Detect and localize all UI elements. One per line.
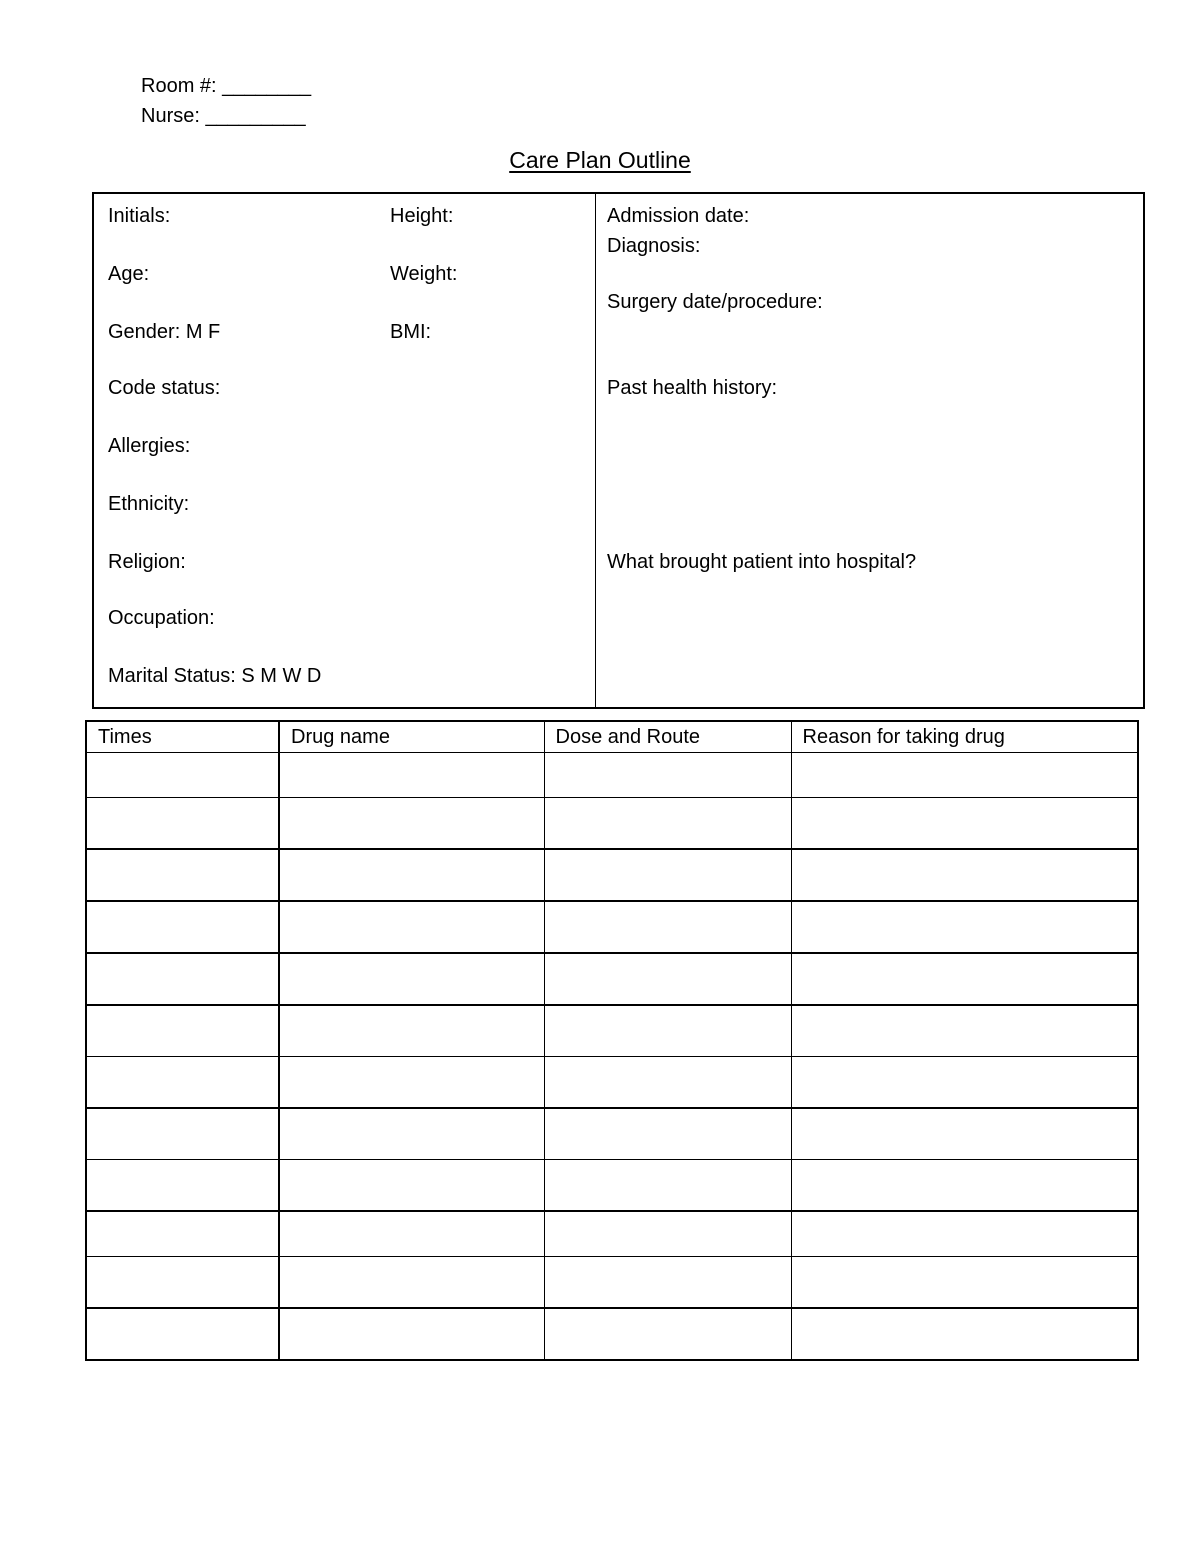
nurse-field[interactable]: Nurse: _________: [141, 105, 306, 127]
weight-field[interactable]: Weight:: [390, 263, 458, 285]
table-row: [86, 798, 1138, 850]
drug-table: [85, 720, 1139, 1361]
admission-date-field[interactable]: Admission date:: [607, 205, 750, 227]
drug-name-cell[interactable]: [279, 1211, 544, 1257]
table-row: [86, 1211, 1138, 1257]
drug-name-cell[interactable]: [279, 1308, 544, 1360]
table-header-row: [86, 721, 1138, 753]
reason-cell[interactable]: [791, 798, 1138, 850]
drug-name-cell[interactable]: [279, 1108, 544, 1160]
table-row: [86, 1005, 1138, 1057]
reason-cell[interactable]: [791, 1057, 1138, 1109]
surgery-field[interactable]: Surgery date/procedure:: [607, 291, 823, 313]
table-row: [86, 953, 1138, 1005]
drug-name-cell[interactable]: [279, 901, 544, 953]
bmi-field[interactable]: BMI:: [390, 321, 432, 343]
reason-cell[interactable]: [791, 1211, 1138, 1257]
page-title: Care Plan Outline: [509, 147, 691, 173]
reason-cell[interactable]: [791, 753, 1138, 798]
table-row: [86, 1057, 1138, 1109]
height-field[interactable]: Height:: [390, 205, 454, 227]
column-header-dose-route: Dose and Route: [544, 721, 791, 753]
times-cell[interactable]: [86, 1211, 279, 1257]
times-cell[interactable]: [86, 1257, 279, 1309]
reason-cell[interactable]: [791, 1308, 1138, 1360]
column-header-reason: Reason for taking drug: [791, 721, 1138, 753]
dose-route-cell[interactable]: [544, 1257, 791, 1309]
dose-route-cell[interactable]: [544, 753, 791, 798]
reason-cell[interactable]: [791, 849, 1138, 901]
religion-field[interactable]: Religion:: [108, 551, 186, 573]
room-number-field[interactable]: Room #: ________: [141, 75, 312, 97]
times-cell[interactable]: [86, 953, 279, 1005]
times-cell[interactable]: [86, 753, 279, 798]
dose-route-cell[interactable]: [544, 953, 791, 1005]
allergies-field[interactable]: Allergies:: [108, 435, 191, 457]
times-cell[interactable]: [86, 849, 279, 901]
reason-cell[interactable]: [791, 901, 1138, 953]
table-row: [86, 901, 1138, 953]
dose-route-cell[interactable]: [544, 1308, 791, 1360]
times-cell[interactable]: [86, 1108, 279, 1160]
table-row: [86, 1257, 1138, 1309]
reason-for-admission-field[interactable]: What brought patient into hospital?: [607, 551, 917, 573]
times-cell[interactable]: [86, 901, 279, 953]
drug-name-cell[interactable]: [279, 798, 544, 850]
drug-name-cell[interactable]: [279, 953, 544, 1005]
dose-route-cell[interactable]: [544, 1211, 791, 1257]
drug-name-cell[interactable]: [279, 1160, 544, 1212]
dose-route-cell[interactable]: [544, 798, 791, 850]
occupation-field[interactable]: Occupation:: [108, 607, 215, 629]
drug-name-cell[interactable]: [279, 1257, 544, 1309]
times-cell[interactable]: [86, 1057, 279, 1109]
times-cell[interactable]: [86, 1160, 279, 1212]
drug-name-cell[interactable]: [279, 849, 544, 901]
initials-field[interactable]: Initials:: [108, 205, 171, 227]
reason-cell[interactable]: [791, 1160, 1138, 1212]
reason-cell[interactable]: [791, 953, 1138, 1005]
age-field[interactable]: Age:: [108, 263, 150, 285]
column-header-drug-name: Drug name: [279, 721, 544, 753]
dose-route-cell[interactable]: [544, 1005, 791, 1057]
code-status-field[interactable]: Code status:: [108, 377, 221, 399]
times-cell[interactable]: [86, 798, 279, 850]
drug-name-cell[interactable]: [279, 753, 544, 798]
column-header-times: Times: [86, 721, 279, 753]
times-cell[interactable]: [86, 1308, 279, 1360]
table-row: [86, 1160, 1138, 1212]
reason-cell[interactable]: [791, 1257, 1138, 1309]
table-row: [86, 753, 1138, 798]
past-health-history-field[interactable]: Past health history:: [607, 377, 778, 399]
reason-cell[interactable]: [791, 1005, 1138, 1057]
dose-route-cell[interactable]: [544, 1108, 791, 1160]
drug-name-cell[interactable]: [279, 1057, 544, 1109]
drug-name-cell[interactable]: [279, 1005, 544, 1057]
times-cell[interactable]: [86, 1005, 279, 1057]
table-row: [86, 849, 1138, 901]
dose-route-cell[interactable]: [544, 1160, 791, 1212]
patient-info-box: [92, 192, 1145, 709]
diagnosis-field[interactable]: Diagnosis:: [607, 235, 701, 257]
reason-cell[interactable]: [791, 1108, 1138, 1160]
dose-route-cell[interactable]: [544, 849, 791, 901]
table-row: [86, 1108, 1138, 1160]
info-box-divider: [595, 194, 596, 707]
dose-route-cell[interactable]: [544, 1057, 791, 1109]
dose-route-cell[interactable]: [544, 901, 791, 953]
ethnicity-field[interactable]: Ethnicity:: [108, 493, 190, 515]
table-row: [86, 1308, 1138, 1360]
gender-field[interactable]: Gender: M F: [108, 321, 221, 343]
marital-status-field[interactable]: Marital Status: S M W D: [108, 665, 322, 687]
